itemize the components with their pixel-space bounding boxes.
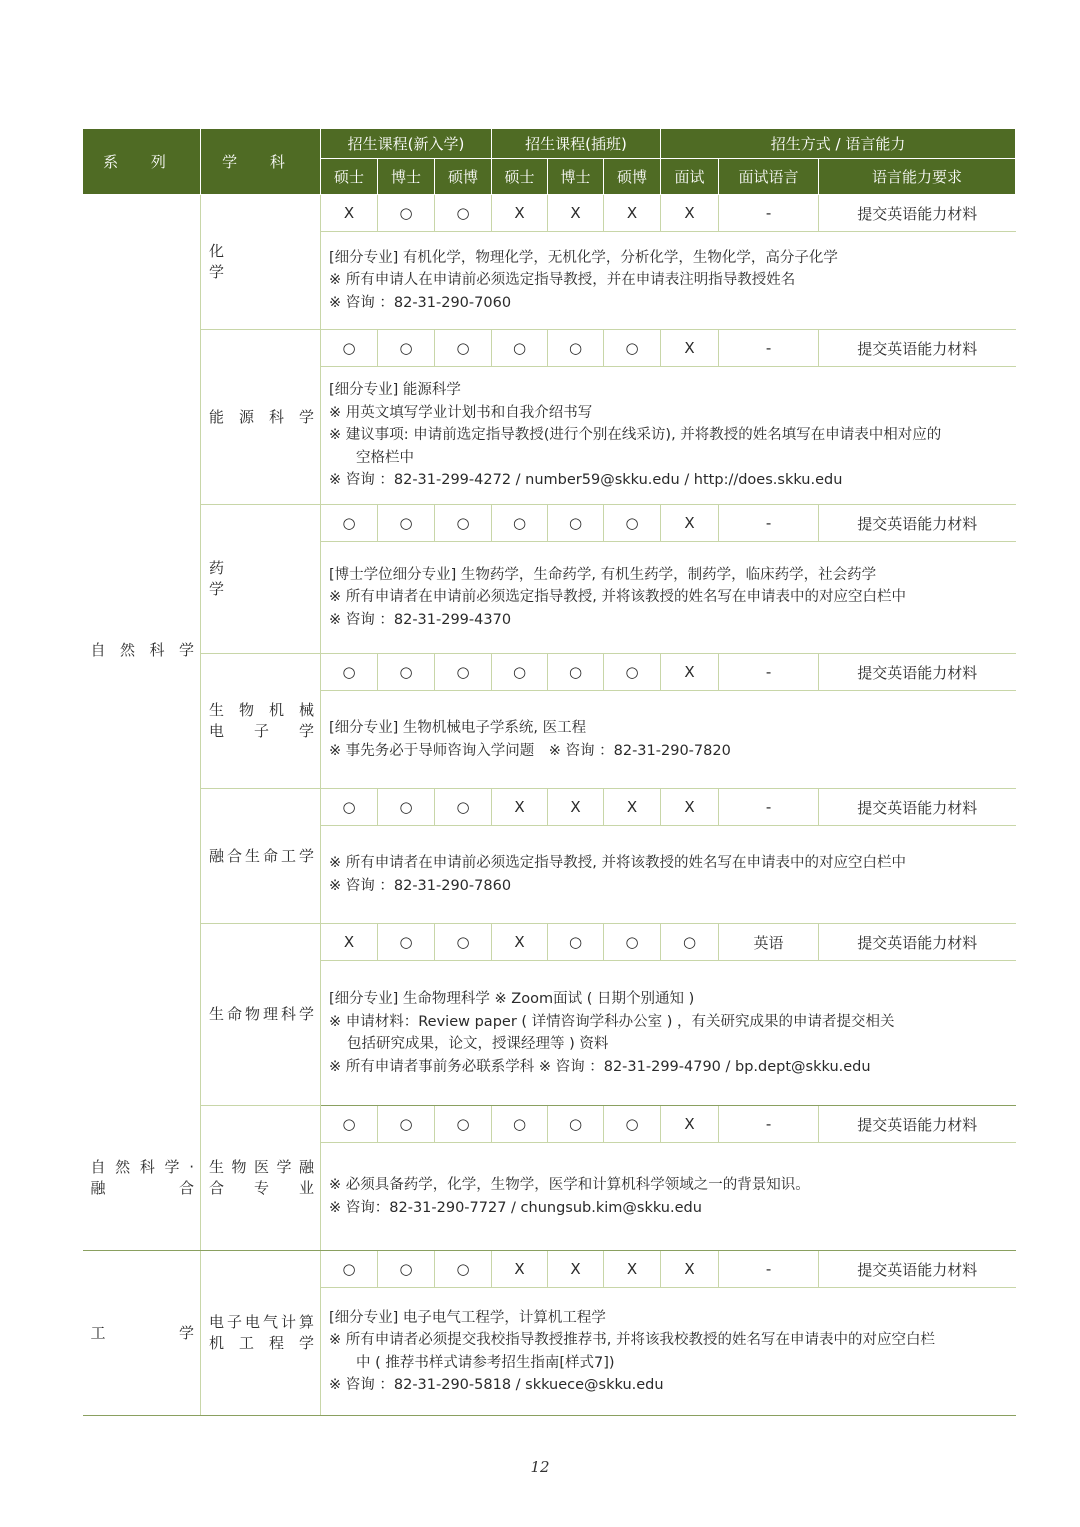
admission-table: [82, 128, 1016, 1416]
header-transfer-master: 硕士: [492, 159, 548, 195]
mark-language-requirement: 提交英语能力材料: [819, 330, 1016, 367]
mark-interview: X: [661, 505, 719, 542]
mark-language-requirement: 提交英语能力材料: [819, 1106, 1016, 1143]
mark-transfer-master: ○: [492, 1106, 548, 1143]
mark-transfer-doctor: ○: [548, 330, 604, 367]
header-new-master: 硕士: [321, 159, 378, 195]
mark-transfer-integrated: X: [604, 195, 661, 232]
mark-interview-language: -: [719, 505, 819, 542]
category-label: 融 合: [90, 1178, 194, 1197]
header-new-doctor: 博士: [378, 159, 435, 195]
note-line: ※ 咨询 ：82-31-299-4370: [329, 611, 512, 628]
header-interview-language: 面试语言: [719, 159, 819, 195]
mark-interview: X: [661, 195, 719, 232]
mark-transfer-doctor: X: [548, 195, 604, 232]
mark-interview-language: 英语: [719, 924, 819, 961]
mark-transfer-integrated: X: [604, 1251, 661, 1288]
subject-cell: [201, 330, 321, 505]
note-line: ※ 所有申请者在申请前必须选定指导教授, 并将该教授的姓名写在申请表中的对应空白栏中: [329, 855, 906, 871]
mark-transfer-master: ○: [492, 505, 548, 542]
subject-cell: [201, 924, 321, 1106]
mark-new-master: ○: [321, 1251, 378, 1288]
header-language-requirement: 语言能力要求: [819, 159, 1016, 195]
mark-transfer-integrated: ○: [604, 924, 661, 961]
mark-interview-language: -: [719, 330, 819, 367]
note-line: ※ 咨询：82-31-290-7727 / chungsub.kim@skku.edu: [329, 1199, 702, 1216]
notes-cell: [321, 1143, 1016, 1251]
note-line: ※ 咨询 ：82-31-290-7060: [329, 294, 512, 311]
notes-cell: [321, 826, 1016, 924]
header-transfer-doctor: 博士: [548, 159, 604, 195]
note-line: ※ 咨询 ：82-31-290-7860: [329, 877, 512, 894]
category-label: 自 然 科 学: [90, 640, 194, 659]
note-line: 空格栏中: [356, 449, 414, 466]
mark-transfer-doctor: ○: [548, 654, 604, 691]
header-group-method: 招生方式 / 语言能力: [661, 129, 1016, 159]
mark-transfer-master: X: [492, 1251, 548, 1288]
mark-interview-language: -: [719, 1106, 819, 1143]
mark-transfer-master: X: [492, 789, 548, 826]
mark-interview: ○: [661, 924, 719, 961]
mark-transfer-master: ○: [492, 330, 548, 367]
note-line: ※ 所有申请人在申请前必须选定指导教授，并在申请表注明指导教授姓名: [329, 272, 796, 289]
mark-language-requirement: 提交英语能力材料: [819, 654, 1016, 691]
category-engineering: [83, 1251, 201, 1416]
note-line: ※ 必须具备药学，化学，生物学，医学和计算机科学领域之一的背景知识。: [329, 1177, 810, 1193]
subject-cell: [201, 1251, 321, 1416]
subject-char: 学: [209, 580, 225, 598]
mark-interview: X: [661, 654, 719, 691]
note-line: ※ 用英文填写学业计划书和自我介绍书写: [329, 404, 593, 421]
subject-label-joined: [209, 558, 314, 600]
note-line: ※ 咨询 ：82-31-290-5818 / skkuece@skku.edu: [329, 1377, 664, 1393]
subject-label: 生命物理科学: [209, 1005, 314, 1023]
note-line: 中 ( 推荐书样式请参考招生指南[样式7]): [356, 1354, 615, 1371]
mark-language-requirement: 提交英语能力材料: [819, 789, 1016, 826]
mark-language-requirement: 提交英语能力材料: [819, 924, 1016, 961]
mark-new-integrated: ○: [435, 330, 492, 367]
note-line: ※ 所有申请者在申请前必须选定指导教授, 并将该教授的姓名写在申请表中的对应空白栏中: [329, 589, 906, 606]
subject-label-joined: [209, 241, 314, 283]
mark-transfer-integrated: X: [604, 789, 661, 826]
mark-transfer-master: X: [492, 195, 548, 232]
mark-transfer-doctor: ○: [548, 1106, 604, 1143]
page-number: 12: [530, 1458, 550, 1476]
mark-interview: X: [661, 330, 719, 367]
category-natural-science: [83, 195, 201, 1106]
mark-transfer-master: X: [492, 924, 548, 961]
mark-new-integrated: ○: [435, 1251, 492, 1288]
header-group-new: 招生课程(新入学): [321, 129, 492, 159]
notes-cell: [321, 232, 1016, 330]
mark-interview: X: [661, 1251, 719, 1288]
mark-transfer-doctor: X: [548, 789, 604, 826]
header-interview: 面试: [661, 159, 719, 195]
subject-char: 学: [209, 263, 225, 281]
mark-new-doctor: ○: [378, 654, 435, 691]
mark-interview-language: -: [719, 195, 819, 232]
mark-transfer-integrated: ○: [604, 1106, 661, 1143]
category-label: 工 学: [90, 1323, 194, 1342]
mark-interview-language: -: [719, 789, 819, 826]
subject-label: 融合生命工学: [209, 846, 314, 865]
note-line: [细分专业] 生物机械电子学系统, 医工程: [329, 720, 587, 736]
header-group-transfer: 招生课程(插班): [492, 129, 661, 159]
mark-interview-language: -: [719, 1251, 819, 1288]
mark-new-integrated: ○: [435, 1106, 492, 1143]
mark-language-requirement: 提交英语能力材料: [819, 195, 1016, 232]
note-line: ※ 咨询 ：82-31-299-4272 / number59@skku.edu / http://does.skku.edu: [329, 472, 843, 489]
note-line: 包括研究成果，论文，授课经理等 ) 资料: [347, 1036, 609, 1052]
notes-cell: [321, 691, 1016, 789]
subject-label: 电 子 学: [209, 722, 314, 740]
mark-new-doctor: ○: [378, 789, 435, 826]
mark-new-integrated: ○: [435, 924, 492, 961]
notes-cell: [321, 961, 1016, 1106]
note-line: [细分专业] 有机化学，物理化学，无机化学，分析化学，生物化学，高分子化学: [329, 249, 838, 266]
header-subject: 学 科: [201, 129, 321, 195]
mark-transfer-integrated: ○: [604, 505, 661, 542]
subject-char: 药: [209, 559, 225, 577]
notes-cell: [321, 367, 1016, 505]
mark-interview: X: [661, 789, 719, 826]
category-natural-science-convergence: [83, 1106, 201, 1251]
mark-new-master: ○: [321, 1106, 378, 1143]
subject-char: 化: [209, 242, 225, 260]
subject-label: 生 物 医 学 融: [209, 1158, 314, 1176]
subject-cell: [201, 195, 321, 330]
mark-interview: X: [661, 1106, 719, 1143]
note-line: [博士学位细分专业] 生物药学，生命药学, 有机生药学，制药学，临床药学，社会药学: [329, 566, 877, 583]
mark-new-doctor: ○: [378, 1106, 435, 1143]
subject-cell: [201, 789, 321, 924]
header-transfer-integrated: 硕博: [604, 159, 661, 195]
mark-new-master: ○: [321, 330, 378, 367]
subject-cell: [201, 654, 321, 789]
mark-new-doctor: ○: [378, 330, 435, 367]
mark-language-requirement: 提交英语能力材料: [819, 1251, 1016, 1288]
note-line: [细分专业] 生命物理科学 ※ Zoom面试 ( 日期个别通知 ): [329, 991, 695, 1007]
header-new-integrated: 硕博: [435, 159, 492, 195]
subject-label: 能 源 科 学: [209, 407, 314, 426]
note-line: ※ 事先务必于导师咨询入学问题 ※ 咨询 ：82-31-290-7820: [329, 742, 731, 759]
mark-new-doctor: ○: [378, 505, 435, 542]
note-line: [细分专业] 能源科学: [329, 382, 461, 399]
subject-cell: [201, 505, 321, 654]
mark-transfer-integrated: ○: [604, 654, 661, 691]
mark-new-doctor: ○: [378, 195, 435, 232]
note-line: [细分专业] 电子电气工程学，计算机工程学: [329, 1309, 606, 1326]
mark-transfer-doctor: ○: [548, 505, 604, 542]
mark-interview-language: -: [719, 654, 819, 691]
mark-language-requirement: 提交英语能力材料: [819, 505, 1016, 542]
note-line: ※ 建议事项: 申请前选定指导教授(进行个别在线采访), 并将教授的姓名填写在申请表中相对应的: [329, 427, 942, 444]
header-series: 系 列: [83, 129, 201, 195]
mark-new-master: X: [321, 924, 378, 961]
note-line: ※ 所有申请者事前务必联系学科 ※ 咨询 ：82-31-299-4790 / bp.dept@skku.edu: [329, 1058, 871, 1075]
mark-new-master: ○: [321, 654, 378, 691]
notes-cell: [321, 1288, 1016, 1416]
category-label: 自 然 科 学 ·: [90, 1157, 194, 1176]
mark-new-doctor: ○: [378, 924, 435, 961]
mark-transfer-doctor: X: [548, 1251, 604, 1288]
mark-new-integrated: ○: [435, 505, 492, 542]
mark-new-master: ○: [321, 505, 378, 542]
subject-label: 生 物 机 械: [209, 701, 314, 719]
mark-transfer-doctor: ○: [548, 924, 604, 961]
subject-label: 机 工 程 学: [209, 1334, 314, 1352]
mark-transfer-integrated: ○: [604, 330, 661, 367]
subject-label: 合 专 业: [209, 1179, 314, 1197]
subject-cell: [201, 1106, 321, 1251]
mark-new-doctor: ○: [378, 1251, 435, 1288]
note-line: ※ 所有申请者必须提交我校指导教授推荐书, 并将该我校教授的姓名写在申请表中的对应空白栏: [329, 1332, 935, 1348]
mark-new-integrated: ○: [435, 789, 492, 826]
mark-new-integrated: ○: [435, 195, 492, 232]
mark-new-master: ○: [321, 789, 378, 826]
note-line: ※ 申请材料：Review paper ( 详情咨询学科办公室 ) ，有关研究成果的申请者提交相关: [329, 1013, 895, 1030]
mark-new-master: X: [321, 195, 378, 232]
mark-new-integrated: ○: [435, 654, 492, 691]
notes-cell: [321, 542, 1016, 654]
subject-label: 电子电气计算: [209, 1313, 314, 1331]
mark-transfer-master: ○: [492, 654, 548, 691]
